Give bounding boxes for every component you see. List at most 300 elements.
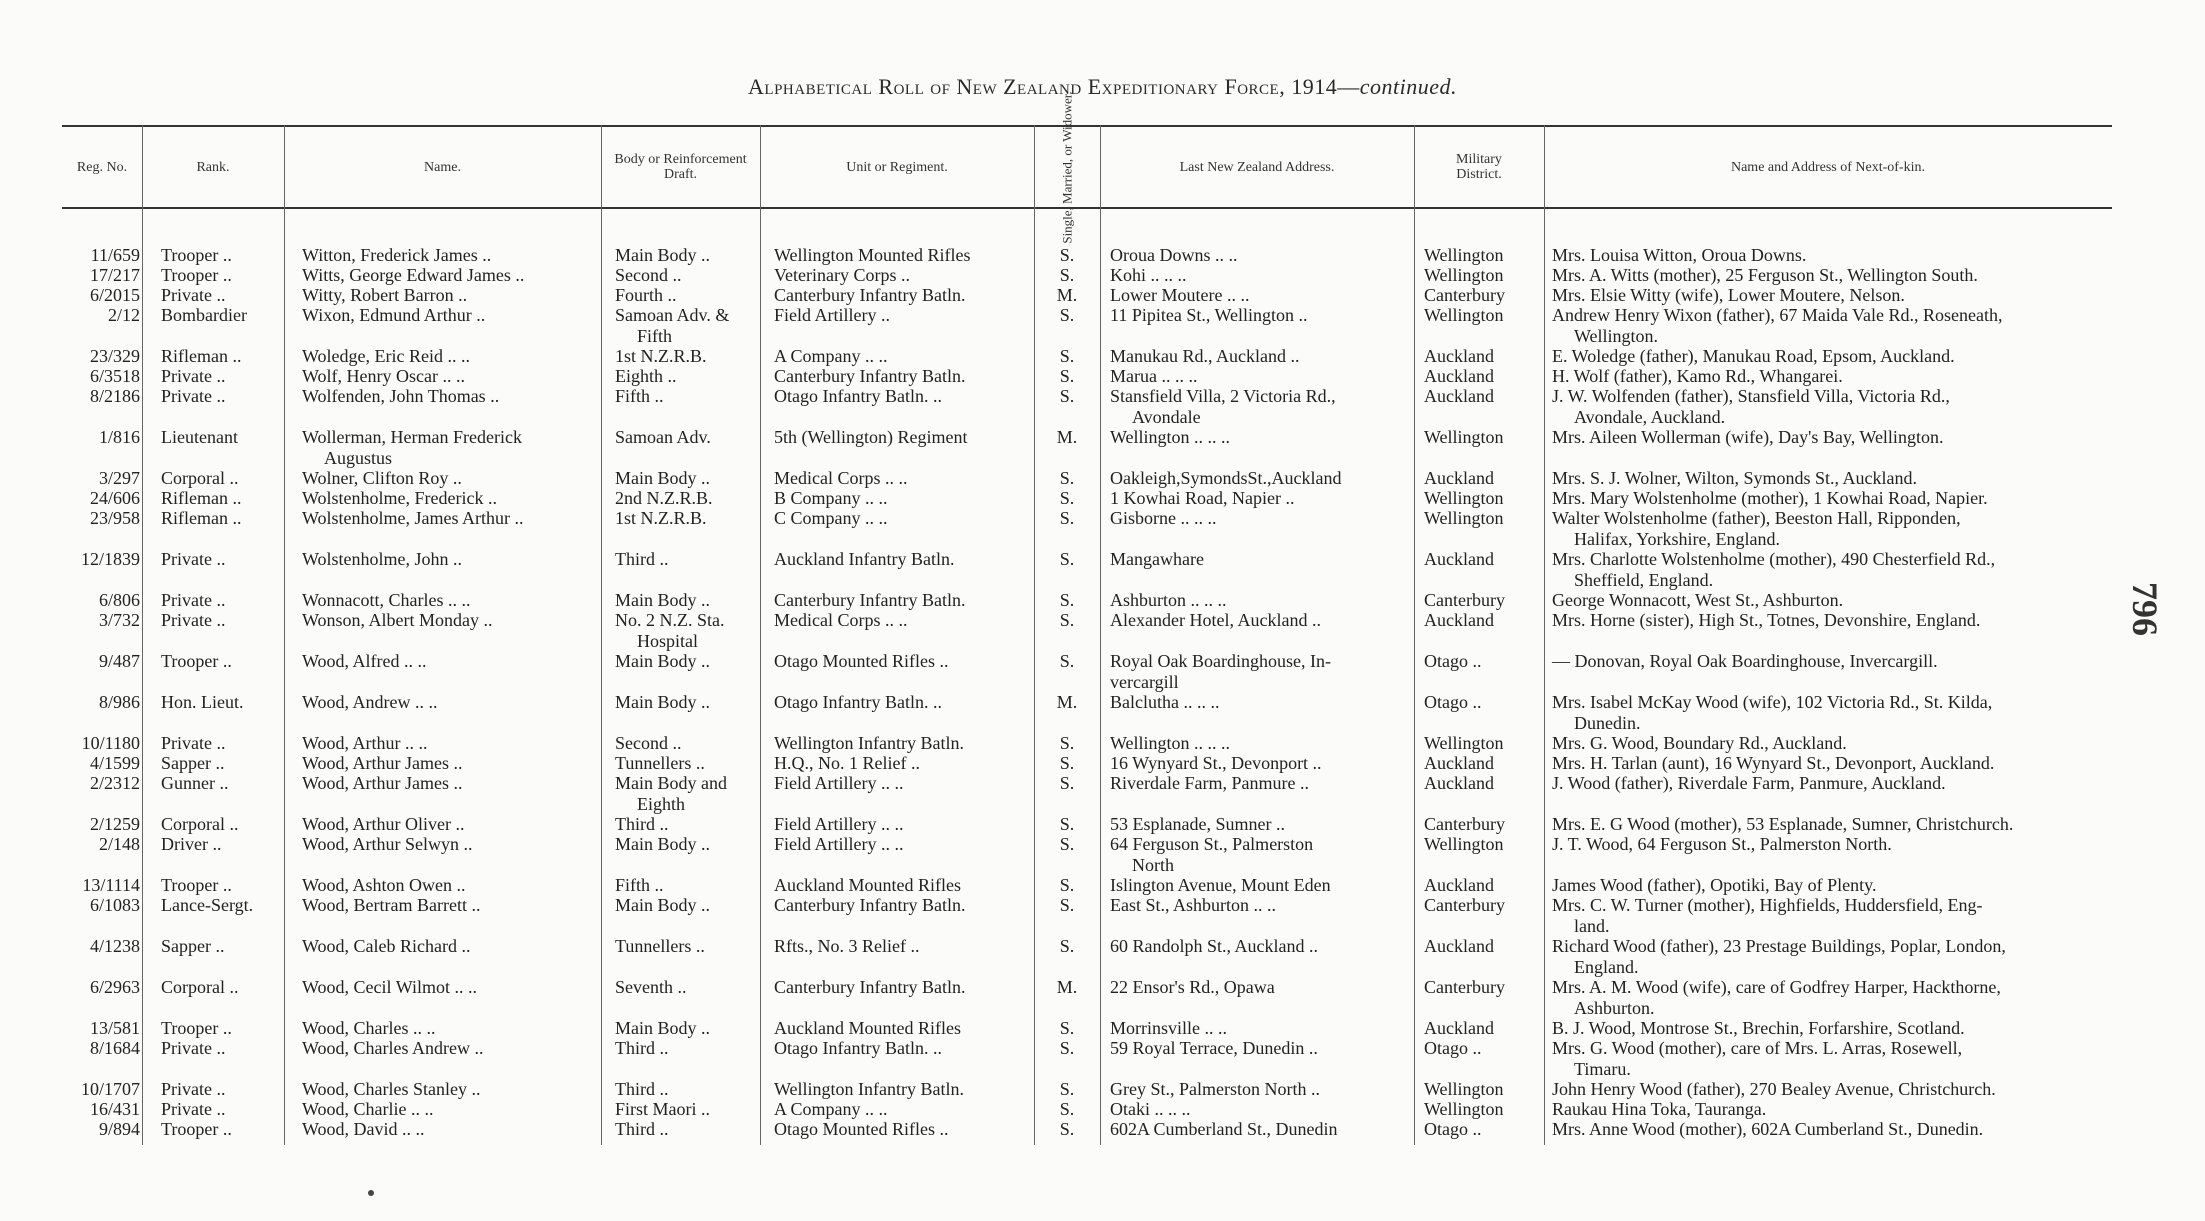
cell-name (302, 245, 652, 266)
cell-line: Auckland (1424, 1018, 1494, 1038)
cell-line: A Company .. .. (774, 1099, 888, 1119)
cell-line: Mrs. Louisa Witton, Oroua Downs. (1552, 245, 1807, 265)
cell-line: Fourth .. (615, 285, 677, 305)
cell-line: Eighth .. (615, 366, 677, 386)
cell-line: Otaki .. .. .. (1110, 1099, 1191, 1119)
cell-line: S. (1059, 1119, 1075, 1139)
cell-reg-no (62, 508, 140, 529)
cell-line-continued: Halifax, Yorkshire, England. (1574, 528, 1780, 549)
cell-line-continued: Eighth (637, 793, 685, 814)
cell-name (302, 549, 652, 570)
cell-district (1424, 895, 1554, 916)
ink-speck (368, 1190, 374, 1196)
cell-line: Medical Corps .. .. (774, 610, 908, 630)
cell-line-continued: Dunedin. (1574, 712, 1641, 733)
cell-address (1110, 366, 1420, 387)
cell-status (1032, 549, 1102, 570)
cell-line: Third .. (615, 549, 669, 569)
cell-line: Canterbury Infantry Batln. (774, 977, 966, 997)
cell-next-of-kin (1552, 610, 2112, 631)
cell-next-of-kin (1552, 875, 2112, 896)
cell-line: Wellington Infantry Batln. (774, 1079, 965, 1099)
cell-next-of-kin (1552, 346, 2112, 367)
cell-district (1424, 1099, 1554, 1120)
cell-line: 9/487 (98, 651, 140, 671)
cell-line: Samoan Adv. (615, 427, 711, 447)
header-rank: Rank. (196, 159, 230, 175)
cell-line: Royal Oak Boardinghouse, In- (1110, 651, 1331, 671)
cell-line: Private .. (161, 366, 226, 386)
cell-line: Canterbury Infantry Batln. (774, 285, 966, 305)
cell-line: Private .. (161, 1099, 226, 1119)
cell-reg-no (62, 936, 140, 957)
cell-line: Wellington (1424, 733, 1504, 753)
cell-address (1110, 875, 1420, 896)
cell-line: Rfts., No. 3 Relief .. (774, 936, 920, 956)
cell-line: J. W. Wolfenden (father), Stansfield Villa, Victoria Rd., (1552, 386, 1950, 406)
cell-line: First Maori .. (615, 1099, 711, 1119)
cell-line: Main Body .. (615, 245, 711, 265)
cell-address (1110, 834, 1420, 875)
cell-line: Private .. (161, 549, 226, 569)
cell-line: 22 Ensor's Rd., Opawa (1110, 977, 1275, 997)
cell-line: Witts, George Edward James .. (302, 265, 525, 285)
cell-line: 8/986 (98, 692, 140, 712)
cell-next-of-kin (1552, 1119, 2112, 1140)
cell-line: S. (1059, 346, 1075, 366)
cell-line: Canterbury Infantry Batln. (774, 590, 966, 610)
cell-address (1110, 1099, 1420, 1120)
cell-line: 9/894 (98, 1119, 140, 1139)
cell-line: J. Wood (father), Riverdale Farm, Panmure, Auckland. (1552, 773, 1946, 793)
cell-line: Field Artillery .. (774, 305, 890, 325)
cell-status (1032, 366, 1102, 387)
cell-reg-no (62, 468, 140, 489)
cell-name (302, 875, 652, 896)
cell-line: Morrinsville .. .. (1110, 1018, 1227, 1038)
cell-line: Driver .. (161, 834, 222, 854)
cell-line: H. Wolf (father), Kamo Rd., Whangarei. (1552, 366, 1843, 386)
cell-line: Oroua Downs .. .. (1110, 245, 1238, 265)
cell-reg-no (62, 346, 140, 367)
cell-line: Veterinary Corps .. (774, 265, 910, 285)
cell-line: Third .. (615, 1119, 669, 1139)
cell-line: 1st N.Z.R.B. (615, 346, 707, 366)
cell-reg-no (62, 692, 140, 713)
cell-address (1110, 1079, 1420, 1100)
cell-address (1110, 265, 1420, 286)
cell-line: Tunnellers .. (615, 936, 705, 956)
cell-reg-no (62, 488, 140, 509)
cell-district (1424, 753, 1554, 774)
cell-line: Hon. Lieut. (161, 692, 244, 712)
cell-line: 16 Wynyard St., Devonport .. (1110, 753, 1322, 773)
cell-line: Mrs. C. W. Turner (mother), Highfields, Huddersfield, Eng- (1552, 895, 1983, 915)
cell-line: S. (1059, 610, 1075, 630)
cell-line: Canterbury (1424, 895, 1505, 915)
cell-reg-no (62, 977, 140, 998)
cell-name (302, 610, 652, 631)
cell-line: S. (1059, 895, 1075, 915)
cell-line: Rifleman .. (161, 508, 242, 528)
cell-reg-no (62, 733, 140, 754)
cell-line: Wolstenholme, Frederick .. (302, 488, 498, 508)
cell-line: Gisborne .. .. .. (1110, 508, 1217, 528)
cell-line: Corporal .. (161, 814, 239, 834)
cell-line-continued: vercargill (1110, 671, 1179, 692)
cell-line: Wood, Arthur James .. (302, 753, 463, 773)
cell-status (1032, 1018, 1102, 1039)
cell-line-continued: Fifth (637, 325, 673, 346)
cell-line: A Company .. .. (774, 346, 888, 366)
cell-next-of-kin (1552, 834, 2112, 855)
cell-line: Main Body and (615, 773, 727, 793)
cell-line: Medical Corps .. .. (774, 468, 908, 488)
cell-address (1110, 610, 1420, 631)
cell-next-of-kin (1552, 977, 2112, 1018)
cell-line: S. (1059, 265, 1075, 285)
cell-name (302, 733, 652, 754)
header-name: Name. (424, 159, 461, 175)
cell-district (1424, 977, 1554, 998)
cell-line: Auckland Mounted Rifles (774, 1018, 961, 1038)
cell-name (302, 1038, 652, 1059)
header-status (1034, 90, 1100, 244)
cell-line: Riverdale Farm, Panmure .. (1110, 773, 1309, 793)
cell-line: Fifth .. (615, 386, 664, 406)
cell-line: Tunnellers .. (615, 753, 705, 773)
cell-address (1110, 1038, 1420, 1059)
cell-line: B. J. Wood, Montrose St., Brechin, Forfarshire, Scotland. (1552, 1018, 1965, 1038)
cell-line-continued: England. (1574, 956, 1639, 977)
cell-line: 59 Royal Terrace, Dunedin .. (1110, 1038, 1318, 1058)
cell-line: Mrs. Mary Wolstenholme (mother), 1 Kowhai Road, Napier. (1552, 488, 1988, 508)
cell-line: 24/606 (89, 488, 140, 508)
cell-line: Private .. (161, 610, 226, 630)
cell-line: 2/1259 (89, 814, 140, 834)
cell-line: S. (1059, 468, 1075, 488)
cell-line: Auckland (1424, 386, 1494, 406)
cell-next-of-kin (1552, 305, 2112, 346)
cell-district (1424, 468, 1554, 489)
cell-line: Mrs. Charlotte Wolstenholme (mother), 490 Chesterfield Rd., (1552, 549, 1996, 569)
cell-line: Wellington (1424, 1079, 1504, 1099)
cell-district (1424, 488, 1554, 509)
cell-line: Islington Avenue, Mount Eden (1110, 875, 1331, 895)
cell-line: Second .. (615, 265, 682, 285)
cell-line: S. (1059, 488, 1075, 508)
cell-name (302, 977, 652, 998)
cell-name (302, 346, 652, 367)
cell-name (302, 366, 652, 387)
page-number: 796 (2125, 582, 2165, 636)
cell-line: Main Body .. (615, 895, 711, 915)
cell-name (302, 1119, 652, 1140)
cell-address (1110, 895, 1420, 916)
cell-line: 2/148 (98, 834, 140, 854)
cell-status (1032, 1099, 1102, 1120)
cell-address (1110, 508, 1420, 529)
cell-line: Private .. (161, 590, 226, 610)
cell-line: S. (1059, 753, 1075, 773)
cell-line: S. (1059, 590, 1075, 610)
cell-line: Field Artillery .. .. (774, 814, 904, 834)
cell-line: M. (1056, 427, 1078, 447)
cell-line: S. (1059, 834, 1075, 854)
cell-status (1032, 590, 1102, 611)
header-body-draft: Body or Reinforcement Draft. (614, 152, 747, 182)
cell-address (1110, 427, 1420, 448)
cell-line: S. (1059, 733, 1075, 753)
cell-district (1424, 814, 1554, 835)
cell-next-of-kin (1552, 265, 2112, 286)
cell-line: 6/2015 (89, 285, 140, 305)
cell-line: 13/581 (89, 1018, 140, 1038)
cell-line: Stansfield Villa, 2 Victoria Rd., (1110, 386, 1336, 406)
cell-line: Wood, David .. .. (302, 1119, 425, 1139)
cell-line: E. Woledge (father), Manukau Road, Epsom, Auckland. (1552, 346, 1955, 366)
cell-line: 60 Randolph St., Auckland .. (1110, 936, 1318, 956)
cell-line: Wolfenden, John Thomas .. (302, 386, 500, 406)
cell-line: Lieutenant (161, 427, 238, 447)
cell-line: 6/1083 (89, 895, 140, 915)
cell-reg-no (62, 285, 140, 306)
cell-line: Auckland (1424, 549, 1494, 569)
cell-status (1032, 386, 1102, 407)
cell-line: Rifleman .. (161, 488, 242, 508)
cell-line: Wolner, Clifton Roy .. (302, 468, 462, 488)
cell-line: Wollerman, Herman Frederick (302, 427, 522, 447)
cell-line: Private .. (161, 1079, 226, 1099)
cell-line: Auckland (1424, 610, 1494, 630)
cell-name (302, 488, 652, 509)
cell-next-of-kin (1552, 651, 2112, 672)
cell-next-of-kin (1552, 895, 2112, 936)
cell-line: Wellington (1424, 488, 1504, 508)
cell-reg-no (62, 1018, 140, 1039)
cell-line: Mrs. Anne Wood (mother), 602A Cumberland St., Dunedin. (1552, 1119, 1984, 1139)
cell-status (1032, 773, 1102, 794)
cell-line: Trooper .. (161, 1018, 232, 1038)
cell-district (1424, 1079, 1554, 1100)
cell-line: Trooper .. (161, 651, 232, 671)
cell-line: Otago .. (1424, 692, 1482, 712)
cell-line: John Henry Wood (father), 270 Bealey Avenue, Christchurch. (1552, 1079, 1996, 1099)
cell-reg-no (62, 245, 140, 266)
cell-reg-no (62, 875, 140, 896)
cell-line: Wood, Ashton Owen .. (302, 875, 466, 895)
header-unit: Unit or Regiment. (846, 159, 948, 175)
cell-line: 3/732 (98, 610, 140, 630)
cell-next-of-kin (1552, 468, 2112, 489)
cell-line: Wellington (1424, 245, 1504, 265)
cell-line: Canterbury (1424, 285, 1505, 305)
cell-line: S. (1059, 936, 1075, 956)
cell-line: Otago Mounted Rifles .. (774, 1119, 949, 1139)
cell-district (1424, 508, 1554, 529)
cell-line-continued: Augustus (324, 447, 393, 468)
cell-status (1032, 875, 1102, 896)
cell-district (1424, 651, 1554, 672)
cell-line: 4/1599 (89, 753, 140, 773)
cell-line: C Company .. .. (774, 508, 888, 528)
cell-line: Oakleigh,SymondsSt.,Auckland (1110, 468, 1342, 488)
cell-next-of-kin (1552, 508, 2112, 549)
cell-status (1032, 651, 1102, 672)
cell-address (1110, 245, 1420, 266)
header-next-of-kin: Name and Address of Next-of-kin. (1730, 159, 1925, 175)
cell-status (1032, 468, 1102, 489)
cell-name (302, 834, 652, 855)
cell-line: Mrs. A. M. Wood (wife), care of Godfrey Harper, Hackthorne, (1552, 977, 2001, 997)
cell-next-of-kin (1552, 773, 2112, 794)
cell-reg-no (62, 1079, 140, 1100)
cell-district (1424, 386, 1554, 407)
cell-line: Samoan Adv. & (615, 305, 730, 325)
cell-line: Balclutha .. .. .. (1110, 692, 1220, 712)
cell-line: Witty, Robert Barron .. (302, 285, 468, 305)
cell-reg-no (62, 590, 140, 611)
cell-line: Wood, Alfred .. .. (302, 651, 427, 671)
cell-line: S. (1059, 1038, 1075, 1058)
cell-status (1032, 265, 1102, 286)
cell-name (302, 814, 652, 835)
cell-district (1424, 610, 1554, 631)
cell-line: Wood, Cecil Wilmot .. .. (302, 977, 477, 997)
cell-district (1424, 692, 1554, 713)
cell-line: Mrs. G. Wood (mother), care of Mrs. L. Arras, Rosewell, (1552, 1038, 1963, 1058)
header-district: Military District. (1456, 152, 1502, 182)
cell-line: 12/1839 (80, 549, 140, 569)
cell-reg-no (62, 386, 140, 407)
cell-address (1110, 651, 1420, 692)
cell-district (1424, 366, 1554, 387)
cell-reg-no (62, 834, 140, 855)
cell-name (302, 265, 652, 286)
cell-status (1032, 1038, 1102, 1059)
cell-line: Private .. (161, 386, 226, 406)
cell-line: Canterbury Infantry Batln. (774, 895, 966, 915)
cell-line: 6/2963 (89, 977, 140, 997)
cell-line: Auckland (1424, 936, 1494, 956)
cell-line: 3/297 (98, 468, 140, 488)
cell-next-of-kin (1552, 692, 2112, 733)
cell-line: Richard Wood (father), 23 Prestage Buildings, Poplar, London, (1552, 936, 2006, 956)
cell-address (1110, 977, 1420, 998)
cell-name (302, 386, 652, 407)
cell-reg-no (62, 610, 140, 631)
cell-line: Second .. (615, 733, 682, 753)
cell-name (302, 773, 652, 794)
cell-line: Wood, Arthur Selwyn .. (302, 834, 473, 854)
cell-district (1424, 773, 1554, 794)
cell-line: Field Artillery .. .. (774, 834, 904, 854)
cell-line: Auckland (1424, 366, 1494, 386)
cell-next-of-kin (1552, 549, 2112, 590)
cell-line: Corporal .. (161, 977, 239, 997)
title-main: Alphabetical Roll of New Zealand Expeditionary Force, 1914 (748, 74, 1338, 99)
cell-line: Bombardier (161, 305, 247, 325)
cell-reg-no (62, 549, 140, 570)
cell-next-of-kin (1552, 1079, 2112, 1100)
cell-line: Otago Mounted Rifles .. (774, 651, 949, 671)
cell-line: Wood, Andrew .. .. (302, 692, 438, 712)
cell-line: James Wood (father), Opotiki, Bay of Plenty. (1552, 875, 1877, 895)
cell-status (1032, 610, 1102, 631)
cell-line: S. (1059, 305, 1075, 325)
cell-name (302, 427, 652, 468)
cell-line: S. (1059, 1099, 1075, 1119)
cell-line: Wood, Charles .. .. (302, 1018, 436, 1038)
cell-name (302, 468, 652, 489)
cell-line: Wonson, Albert Monday .. (302, 610, 493, 630)
cell-district (1424, 733, 1554, 754)
cell-line: 2/12 (107, 305, 140, 325)
cell-line: Manukau Rd., Auckland .. (1110, 346, 1300, 366)
cell-status (1032, 692, 1102, 713)
cell-line: Wolstenholme, James Arthur .. (302, 508, 524, 528)
cell-name (302, 1079, 652, 1100)
cell-name (302, 285, 652, 306)
cell-line: Gunner .. (161, 773, 229, 793)
cell-line: Andrew Henry Wixon (father), 67 Maida Vale Rd., Roseneath, (1552, 305, 2003, 325)
cell-reg-no (62, 753, 140, 774)
cell-line: S. (1059, 245, 1075, 265)
cell-status (1032, 305, 1102, 326)
cell-line: Trooper .. (161, 875, 232, 895)
cell-line: 6/806 (98, 590, 140, 610)
cell-line: Mrs. G. Wood, Boundary Rd., Auckland. (1552, 733, 1847, 753)
cell-line: Rifleman .. (161, 346, 242, 366)
cell-line: S. (1059, 1018, 1075, 1038)
cell-line: 8/1684 (89, 1038, 140, 1058)
cell-district (1424, 285, 1554, 306)
cell-next-of-kin (1552, 1038, 2112, 1079)
cell-address (1110, 773, 1420, 794)
cell-reg-no (62, 265, 140, 286)
cell-line: 1/816 (98, 427, 140, 447)
cell-line-continued: North (1132, 854, 1174, 875)
cell-line: Mrs. S. J. Wolner, Wilton, Symonds St., Auckland. (1552, 468, 1917, 488)
cell-district (1424, 427, 1554, 448)
cell-status (1032, 1079, 1102, 1100)
cell-line: 16/431 (89, 1099, 140, 1119)
cell-line: Woledge, Eric Reid .. .. (302, 346, 471, 366)
cell-line: Lance-Sergt. (161, 895, 254, 915)
cell-line: Wellington Infantry Batln. (774, 733, 965, 753)
cell-line-continued: land. (1574, 915, 1610, 936)
cell-line: 11 Pipitea St., Wellington .. (1110, 305, 1308, 325)
cell-line: Canterbury (1424, 814, 1505, 834)
column-divider (142, 125, 143, 1145)
cell-status (1032, 895, 1102, 916)
cell-address (1110, 285, 1420, 306)
cell-line: 10/1707 (80, 1079, 140, 1099)
cell-address (1110, 305, 1420, 326)
cell-next-of-kin (1552, 814, 2112, 835)
cell-next-of-kin (1552, 936, 2112, 977)
cell-line: Auckland Mounted Rifles (774, 875, 961, 895)
cell-line: B Company .. .. (774, 488, 888, 508)
cell-line: Main Body .. (615, 834, 711, 854)
cell-line: Mrs. Horne (sister), High St., Totnes, Devonshire, England. (1552, 610, 1981, 630)
cell-line: Sapper .. (161, 936, 225, 956)
cell-reg-no (62, 427, 140, 448)
cell-reg-no (62, 773, 140, 794)
header-reg-no: Reg. No. (76, 159, 128, 175)
cell-line: Private .. (161, 285, 226, 305)
cell-address (1110, 386, 1420, 427)
